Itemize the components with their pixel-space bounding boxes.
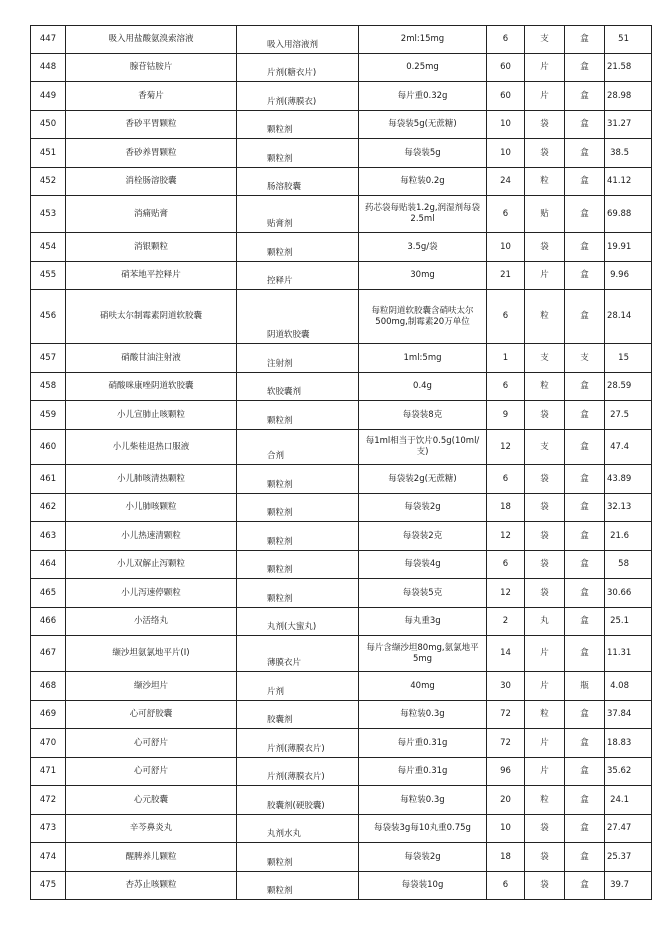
- pack-quantity-cell: 6: [487, 373, 525, 401]
- specification-cell: 每袋装2克: [359, 522, 487, 551]
- dosage-form-cell: 片剂(薄膜衣片): [237, 729, 359, 758]
- pack-quantity-cell: 20: [487, 786, 525, 815]
- pack-quantity-cell: 6: [487, 196, 525, 233]
- drug-name-cell: 消银颗粒: [66, 233, 237, 262]
- package-unit-cell: 盒: [565, 758, 605, 786]
- dosage-form-cell: 颗粒剂: [237, 465, 359, 494]
- row-number-cell: 467: [31, 636, 66, 672]
- drug-name-cell: 醒脾养儿颗粒: [66, 843, 237, 872]
- drug-name-cell: 缬沙坦氨氯地平片(I): [66, 636, 237, 672]
- specification-cell: 每片重0.32g: [359, 82, 487, 111]
- table-row: [31, 608, 652, 636]
- specification-cell: 每袋装2g(无蔗糖): [359, 465, 487, 494]
- pack-quantity-cell: 72: [487, 729, 525, 758]
- price-cell: 21.6: [605, 522, 652, 551]
- specification-cell: 每袋装5g: [359, 139, 487, 168]
- package-unit-cell: 盒: [565, 815, 605, 843]
- row-number-cell: 458: [31, 373, 66, 401]
- pack-quantity-cell: 6: [487, 551, 525, 579]
- min-unit-cell: 粒: [525, 290, 565, 344]
- pack-quantity-cell: 96: [487, 758, 525, 786]
- drug-name-cell: 小活络丸: [66, 608, 237, 636]
- price-cell: 4.08: [605, 672, 652, 701]
- specification-cell: 每袋装4g: [359, 551, 487, 579]
- specification-cell: 每粒装0.2g: [359, 168, 487, 196]
- pack-quantity-cell: 6: [487, 465, 525, 494]
- specification-cell: 每袋装8克: [359, 401, 487, 430]
- price-cell: 47.4: [605, 430, 652, 465]
- specification-cell: 每袋装2g: [359, 843, 487, 872]
- package-unit-cell: 盒: [565, 701, 605, 729]
- specification-cell: 每袋装2g: [359, 494, 487, 522]
- drug-price-table: [30, 25, 652, 900]
- min-unit-cell: 袋: [525, 401, 565, 430]
- drug-name-cell: 心元胶囊: [66, 786, 237, 815]
- pack-quantity-cell: 9: [487, 401, 525, 430]
- row-number-cell: 472: [31, 786, 66, 815]
- table-row: [31, 672, 652, 701]
- specification-cell: 40mg: [359, 672, 487, 701]
- drug-name-cell: 香砂平胃颗粒: [66, 111, 237, 139]
- price-cell: 9.96: [605, 262, 652, 290]
- drug-name-cell: 消痛贴膏: [66, 196, 237, 233]
- table-row: [31, 843, 652, 872]
- package-unit-cell: 盒: [565, 522, 605, 551]
- min-unit-cell: 袋: [525, 233, 565, 262]
- row-number-cell: 456: [31, 290, 66, 344]
- min-unit-cell: 片: [525, 758, 565, 786]
- price-cell: 51: [605, 26, 652, 54]
- specification-cell: 每片含缬沙坦80mg,氨氯地平5mg: [359, 636, 487, 672]
- min-unit-cell: 支: [525, 344, 565, 373]
- table-row: [31, 344, 652, 373]
- row-number-cell: 453: [31, 196, 66, 233]
- package-unit-cell: 盒: [565, 430, 605, 465]
- row-number-cell: 457: [31, 344, 66, 373]
- specification-cell: 2ml:15mg: [359, 26, 487, 54]
- price-cell: 28.98: [605, 82, 652, 111]
- dosage-form-cell: 颗粒剂: [237, 551, 359, 579]
- package-unit-cell: 盒: [565, 843, 605, 872]
- dosage-form-cell: 丸剂(大蜜丸): [237, 608, 359, 636]
- dosage-form-cell: 颗粒剂: [237, 872, 359, 900]
- drug-name-cell: 硝呋太尔制霉素阴道软胶囊: [66, 290, 237, 344]
- price-cell: 37.84: [605, 701, 652, 729]
- min-unit-cell: 袋: [525, 522, 565, 551]
- drug-name-cell: 心可舒胶囊: [66, 701, 237, 729]
- dosage-form-cell: 颗粒剂: [237, 233, 359, 262]
- table-row: [31, 729, 652, 758]
- package-unit-cell: 盒: [565, 494, 605, 522]
- pack-quantity-cell: 12: [487, 579, 525, 608]
- dosage-form-cell: 颗粒剂: [237, 401, 359, 430]
- package-unit-cell: 盒: [565, 636, 605, 672]
- min-unit-cell: 粒: [525, 786, 565, 815]
- price-cell: 28.14: [605, 290, 652, 344]
- min-unit-cell: 支: [525, 26, 565, 54]
- pack-quantity-cell: 12: [487, 522, 525, 551]
- row-number-cell: 473: [31, 815, 66, 843]
- min-unit-cell: 片: [525, 262, 565, 290]
- package-unit-cell: 盒: [565, 465, 605, 494]
- table-row: [31, 430, 652, 465]
- row-number-cell: 447: [31, 26, 66, 54]
- row-number-cell: 452: [31, 168, 66, 196]
- dosage-form-cell: 控释片: [237, 262, 359, 290]
- price-cell: 27.5: [605, 401, 652, 430]
- dosage-form-cell: 贴膏剂: [237, 196, 359, 233]
- package-unit-cell: 盒: [565, 82, 605, 111]
- table-row: [31, 465, 652, 494]
- specification-cell: 每片重0.31g: [359, 758, 487, 786]
- package-unit-cell: 盒: [565, 551, 605, 579]
- row-number-cell: 470: [31, 729, 66, 758]
- min-unit-cell: 袋: [525, 494, 565, 522]
- specification-cell: 30mg: [359, 262, 487, 290]
- pack-quantity-cell: 10: [487, 233, 525, 262]
- specification-cell: 每袋装3g每10丸重0.75g: [359, 815, 487, 843]
- package-unit-cell: 支: [565, 344, 605, 373]
- price-cell: 43.89: [605, 465, 652, 494]
- pack-quantity-cell: 6: [487, 26, 525, 54]
- price-cell: 19.91: [605, 233, 652, 262]
- min-unit-cell: 片: [525, 636, 565, 672]
- table-row: [31, 786, 652, 815]
- pack-quantity-cell: 60: [487, 82, 525, 111]
- price-cell: 24.1: [605, 786, 652, 815]
- price-cell: 11.31: [605, 636, 652, 672]
- specification-cell: 每粒装0.3g: [359, 701, 487, 729]
- drug-name-cell: 小儿肺咳清热颗粒: [66, 465, 237, 494]
- table-row: [31, 262, 652, 290]
- min-unit-cell: 粒: [525, 701, 565, 729]
- min-unit-cell: 袋: [525, 815, 565, 843]
- drug-name-cell: 消栓肠溶胶囊: [66, 168, 237, 196]
- drug-name-cell: 香菊片: [66, 82, 237, 111]
- price-cell: 28.59: [605, 373, 652, 401]
- min-unit-cell: 袋: [525, 551, 565, 579]
- package-unit-cell: 盒: [565, 54, 605, 82]
- package-unit-cell: 盒: [565, 401, 605, 430]
- pack-quantity-cell: 21: [487, 262, 525, 290]
- drug-name-cell: 硝酸甘油注射液: [66, 344, 237, 373]
- dosage-form-cell: 片剂(薄膜衣片): [237, 758, 359, 786]
- pack-quantity-cell: 10: [487, 111, 525, 139]
- table-row: [31, 111, 652, 139]
- dosage-form-cell: 胶囊剂: [237, 701, 359, 729]
- price-cell: 21.58: [605, 54, 652, 82]
- row-number-cell: 461: [31, 465, 66, 494]
- dosage-form-cell: 颗粒剂: [237, 139, 359, 168]
- row-number-cell: 451: [31, 139, 66, 168]
- table-row: [31, 701, 652, 729]
- price-cell: 30.66: [605, 579, 652, 608]
- package-unit-cell: 盒: [565, 168, 605, 196]
- drug-name-cell: 小儿肺咳颗粒: [66, 494, 237, 522]
- price-cell: 18.83: [605, 729, 652, 758]
- pack-quantity-cell: 6: [487, 290, 525, 344]
- row-number-cell: 468: [31, 672, 66, 701]
- min-unit-cell: 丸: [525, 608, 565, 636]
- package-unit-cell: 盒: [565, 139, 605, 168]
- package-unit-cell: 盒: [565, 786, 605, 815]
- specification-cell: 1ml:5mg: [359, 344, 487, 373]
- table-row: [31, 494, 652, 522]
- drug-name-cell: 小儿宣肺止咳颗粒: [66, 401, 237, 430]
- package-unit-cell: 盒: [565, 111, 605, 139]
- table-row: [31, 758, 652, 786]
- min-unit-cell: 袋: [525, 843, 565, 872]
- specification-cell: 0.4g: [359, 373, 487, 401]
- table-row: [31, 551, 652, 579]
- table-body: [31, 26, 652, 900]
- dosage-form-cell: 颗粒剂: [237, 494, 359, 522]
- min-unit-cell: 贴: [525, 196, 565, 233]
- package-unit-cell: 盒: [565, 729, 605, 758]
- package-unit-cell: 瓶: [565, 672, 605, 701]
- row-number-cell: 466: [31, 608, 66, 636]
- drug-name-cell: 腺苷钴胺片: [66, 54, 237, 82]
- price-cell: 27.47: [605, 815, 652, 843]
- dosage-form-cell: 吸入用溶液剂: [237, 26, 359, 54]
- specification-cell: 每袋装10g: [359, 872, 487, 900]
- min-unit-cell: 片: [525, 54, 565, 82]
- drug-name-cell: 香砂养胃颗粒: [66, 139, 237, 168]
- min-unit-cell: 袋: [525, 139, 565, 168]
- table-row: [31, 815, 652, 843]
- dosage-form-cell: 片剂: [237, 672, 359, 701]
- specification-cell: 每丸重3g: [359, 608, 487, 636]
- package-unit-cell: 盒: [565, 26, 605, 54]
- pack-quantity-cell: 12: [487, 430, 525, 465]
- specification-cell: 每1ml相当于饮片0.5g(10ml/支): [359, 430, 487, 465]
- package-unit-cell: 盒: [565, 608, 605, 636]
- row-number-cell: 471: [31, 758, 66, 786]
- row-number-cell: 449: [31, 82, 66, 111]
- package-unit-cell: 盒: [565, 262, 605, 290]
- drug-name-cell: 吸入用盐酸氨溴索溶液: [66, 26, 237, 54]
- drug-name-cell: 心可舒片: [66, 729, 237, 758]
- pack-quantity-cell: 10: [487, 815, 525, 843]
- pack-quantity-cell: 6: [487, 872, 525, 900]
- drug-name-cell: 缬沙坦片: [66, 672, 237, 701]
- table-row: [31, 579, 652, 608]
- min-unit-cell: 片: [525, 672, 565, 701]
- table-row: [31, 82, 652, 111]
- price-cell: 15: [605, 344, 652, 373]
- drug-name-cell: 硝酸咪康唑阴道软胶囊: [66, 373, 237, 401]
- dosage-form-cell: 胶囊剂(硬胶囊): [237, 786, 359, 815]
- package-unit-cell: 盒: [565, 290, 605, 344]
- price-cell: 35.62: [605, 758, 652, 786]
- drug-name-cell: 小儿泻速停颗粒: [66, 579, 237, 608]
- dosage-form-cell: 合剂: [237, 430, 359, 465]
- table-row: [31, 54, 652, 82]
- drug-name-cell: 心可舒片: [66, 758, 237, 786]
- pack-quantity-cell: 60: [487, 54, 525, 82]
- dosage-form-cell: 颗粒剂: [237, 522, 359, 551]
- row-number-cell: 460: [31, 430, 66, 465]
- pack-quantity-cell: 18: [487, 494, 525, 522]
- row-number-cell: 474: [31, 843, 66, 872]
- price-cell: 41.12: [605, 168, 652, 196]
- row-number-cell: 464: [31, 551, 66, 579]
- table-row: [31, 401, 652, 430]
- pack-quantity-cell: 14: [487, 636, 525, 672]
- drug-name-cell: 辛芩鼻炎丸: [66, 815, 237, 843]
- price-cell: 32.13: [605, 494, 652, 522]
- package-unit-cell: 盒: [565, 373, 605, 401]
- price-cell: 39.7: [605, 872, 652, 900]
- price-cell: 58: [605, 551, 652, 579]
- package-unit-cell: 盒: [565, 579, 605, 608]
- specification-cell: 0.25mg: [359, 54, 487, 82]
- dosage-form-cell: 颗粒剂: [237, 843, 359, 872]
- dosage-form-cell: 片剂(薄膜衣): [237, 82, 359, 111]
- specification-cell: 每粒阴道软胶囊含硝呋太尔500mg,制霉素20万单位: [359, 290, 487, 344]
- dosage-form-cell: 注射剂: [237, 344, 359, 373]
- min-unit-cell: 袋: [525, 465, 565, 494]
- min-unit-cell: 片: [525, 729, 565, 758]
- min-unit-cell: 袋: [525, 111, 565, 139]
- table-row: [31, 373, 652, 401]
- table-row: [31, 636, 652, 672]
- table-row: [31, 196, 652, 233]
- drug-name-cell: 小儿热速清颗粒: [66, 522, 237, 551]
- row-number-cell: 450: [31, 111, 66, 139]
- row-number-cell: 475: [31, 872, 66, 900]
- row-number-cell: 463: [31, 522, 66, 551]
- specification-cell: 每片重0.31g: [359, 729, 487, 758]
- package-unit-cell: 盒: [565, 196, 605, 233]
- price-cell: 31.27: [605, 111, 652, 139]
- specification-cell: 每粒装0.3g: [359, 786, 487, 815]
- table-row: [31, 522, 652, 551]
- row-number-cell: 469: [31, 701, 66, 729]
- specification-cell: 3.5g/袋: [359, 233, 487, 262]
- table-row: [31, 26, 652, 54]
- dosage-form-cell: 颗粒剂: [237, 579, 359, 608]
- price-cell: 69.88: [605, 196, 652, 233]
- drug-name-cell: 小儿柴桂退热口服液: [66, 430, 237, 465]
- drug-name-cell: 小儿双解止泻颗粒: [66, 551, 237, 579]
- price-cell: 25.37: [605, 843, 652, 872]
- dosage-form-cell: 软胶囊剂: [237, 373, 359, 401]
- row-number-cell: 465: [31, 579, 66, 608]
- specification-cell: 药芯袋每贴装1.2g,润湿剂每袋2.5ml: [359, 196, 487, 233]
- row-number-cell: 454: [31, 233, 66, 262]
- pack-quantity-cell: 18: [487, 843, 525, 872]
- specification-cell: 每袋装5g(无蔗糖): [359, 111, 487, 139]
- package-unit-cell: 盒: [565, 233, 605, 262]
- row-number-cell: 459: [31, 401, 66, 430]
- min-unit-cell: 袋: [525, 579, 565, 608]
- row-number-cell: 448: [31, 54, 66, 82]
- price-cell: 25.1: [605, 608, 652, 636]
- dosage-form-cell: 阴道软胶囊: [237, 290, 359, 344]
- table-row: [31, 233, 652, 262]
- dosage-form-cell: 片剂(糖衣片): [237, 54, 359, 82]
- dosage-form-cell: 丸剂水丸: [237, 815, 359, 843]
- specification-cell: 每袋装5克: [359, 579, 487, 608]
- pack-quantity-cell: 2: [487, 608, 525, 636]
- table-row: [31, 139, 652, 168]
- min-unit-cell: 片: [525, 82, 565, 111]
- min-unit-cell: 支: [525, 430, 565, 465]
- table-row: [31, 290, 652, 344]
- row-number-cell: 462: [31, 494, 66, 522]
- price-cell: 38.5: [605, 139, 652, 168]
- min-unit-cell: 粒: [525, 168, 565, 196]
- drug-name-cell: 硝苯地平控释片: [66, 262, 237, 290]
- pack-quantity-cell: 30: [487, 672, 525, 701]
- pack-quantity-cell: 1: [487, 344, 525, 373]
- pack-quantity-cell: 24: [487, 168, 525, 196]
- drug-name-cell: 杏苏止咳颗粒: [66, 872, 237, 900]
- pack-quantity-cell: 10: [487, 139, 525, 168]
- min-unit-cell: 粒: [525, 373, 565, 401]
- min-unit-cell: 袋: [525, 872, 565, 900]
- dosage-form-cell: 颗粒剂: [237, 111, 359, 139]
- row-number-cell: 455: [31, 262, 66, 290]
- package-unit-cell: 盒: [565, 872, 605, 900]
- pack-quantity-cell: 72: [487, 701, 525, 729]
- table-row: [31, 872, 652, 900]
- table-row: [31, 168, 652, 196]
- dosage-form-cell: 肠溶胶囊: [237, 168, 359, 196]
- dosage-form-cell: 薄膜衣片: [237, 636, 359, 672]
